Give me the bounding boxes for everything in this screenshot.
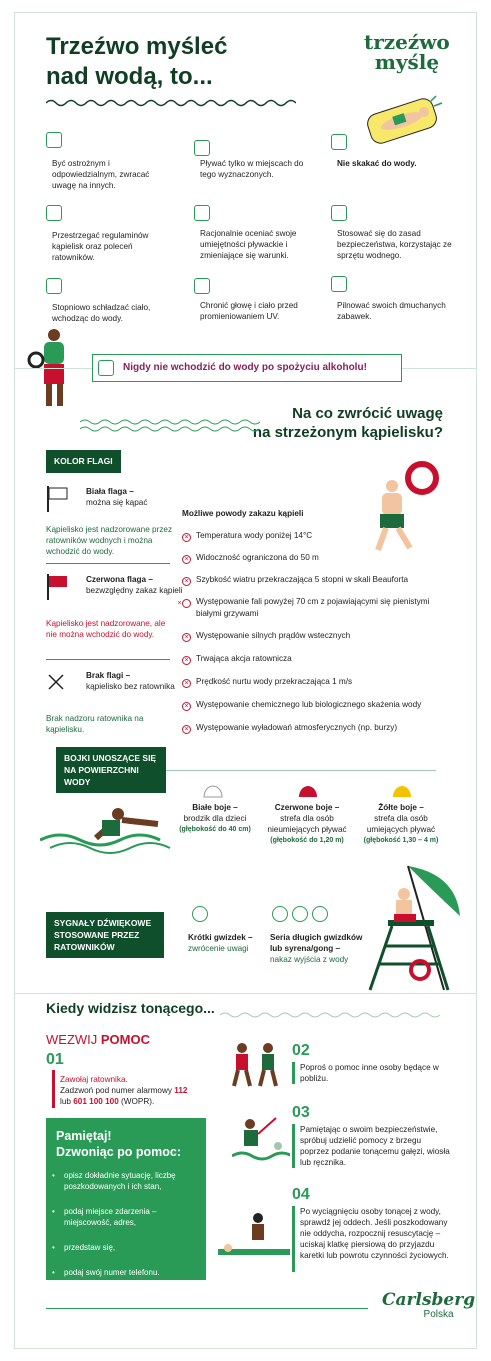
tip-7: Stopniowo schładzać ciało, wchodząc do wody. [52,303,151,323]
yellow-buoy-icon [392,784,412,798]
reason-item: × Trwająca akcja ratownicza [182,653,452,676]
inflatable-icon [331,276,347,292]
no-flag-label: Brak flagi – kąpielisko bez ratownika [86,671,175,691]
alcohol-warning-text: Nigdy nie wchodzić do wody po spożyciu alkoholu! [123,362,367,373]
prohibited-icon: × [182,599,191,608]
reason-item: × Występowanie silnych prądów wstecznych [182,630,452,653]
rescuer-illustration [232,1112,290,1164]
reason-item: × Szybkość wiatru przekraczająca 5 stopni w skali Beauforta [182,574,452,596]
wave-divider [46,98,296,108]
step3-number: 03 [292,1104,310,1121]
remember-item: • podaj miejsce zdarzenia – miejscowość, adres, [46,1206,198,1228]
white-buoy-icon [203,784,223,798]
whistle-icon [312,906,328,922]
cap-icon [194,278,210,294]
whistle-icon [192,906,208,922]
remember-item: • podaj swój numer telefonu. [46,1267,198,1278]
reason-item: × Widoczność ograniczona do 50 m [182,552,452,574]
red-buoy-text: Czerwone boje – strefa dla osób nieumiejących pływać (głębokość do 1,20 m) [267,803,347,844]
step3-bar [292,1124,295,1168]
drowning-title: Kiedy widzisz tonącego... [46,1000,215,1016]
reason-item: × Występowanie chemicznego lub biologicznego skażenia wody [182,699,452,722]
step1-number: 01 [46,1051,64,1068]
no-jump-icon [331,134,347,150]
red-flag-label: Czerwona flaga – bezwzględny zakaz kąpieli [86,575,183,595]
rules-icon [46,205,62,221]
prohibited-icon: × [182,702,191,711]
helpers-illustration [226,1040,286,1088]
step2-text: Poproś o pomoc inne osoby będące w pobliżu. [300,1063,439,1083]
tip-5: Racjonalnie oceniać swoje umiejętności pływackie i zmieniające się warunki. [200,229,297,260]
call-for-help: WEZWIJ POMOC [46,1032,151,1047]
prohibited-icon: × [182,679,191,688]
red-flag-icon [46,574,70,600]
reasons-title: Możliwe powody zakazu kąpieli [182,509,304,518]
tip-1: Być ostrożnym i odpowiedzialnym, zwracać uwagę na innych. [52,159,150,190]
alcohol-warning-box [92,354,402,382]
remember-item: • przedstaw się, [46,1242,198,1253]
prohibited-icon: × [182,656,191,665]
reason-item: × Prędkość nurtu wody przekraczająca 1 m/s [182,676,452,699]
sunbather-illustration [362,94,446,150]
white-buoy-text: Białe boje – brodzik dla dzieci (głębokość do 40 cm) [179,803,251,833]
reason-item: × Temperatura wody poniżej 14°C [182,530,452,552]
flags-tag: KOLOR FLAGI [46,450,121,473]
long-whistle-text: Seria długich gwizdków lub syrena/gong – nakaz wyjścia z wody [270,933,363,964]
no-flag-desc: Brak nadzoru ratownika na kąpielisku. [46,714,144,734]
step1-bar [52,1070,55,1108]
step4-bar [292,1206,295,1272]
yellow-buoy-text: Żółte boje – strefa dla osób umiejących pływać (głębokość 1,30 – 4 m) [363,803,439,844]
red-flag-desc: Kąpielisko jest nadzorowane, ale nie można wchodzić do wody. [46,619,166,639]
trzezwo-logo: trzeźwo myślę [364,30,450,74]
remember-item: • opisz dokładnie sytuację, liczbę poszkodowanych i ich stan, [46,1170,198,1192]
tip-3: Nie skakać do wody. [337,159,417,168]
cpr-illustration [218,1210,292,1258]
prohibited-icon: × [182,555,191,564]
short-whistle-text: Krótki gwizdek – zwrócenie uwagi [188,933,253,953]
reasons-list [177,530,452,744]
prohibited-icon: × [182,633,191,642]
red-buoy-icon [298,784,318,798]
no-flag-icon [48,674,64,690]
prohibited-icon: × [182,725,191,734]
whistle-icon [292,906,308,922]
white-flag-desc: Kąpielisko jest nadzorowane przez ratowników wodnych i można wchodzić do wody. [46,525,173,556]
lifeguard-tower-illustration [348,864,463,994]
whistle-icon [272,906,288,922]
step1-text: Zawołaj ratownika. Zadzwoń pod numer alarmowy 112 lub 601 100 100 (WOPR). [60,1075,188,1106]
swimmer-icon [194,205,210,221]
remember-list [46,1170,206,1278]
no-alcohol-icon [98,360,114,376]
step3-text: Pamiętając o swoim bezpieczeństwie, spróbuj udzielić pomocy z brzegu poprzez podanie tonącemu gałęzi, wiosła lub ręcznika. [300,1125,450,1167]
prohibited-icon: × [182,577,191,586]
step2-bar [292,1062,295,1084]
wave-divider-2 [80,418,260,434]
thermometer-icon [46,278,62,294]
reason-item: × Występowanie wyładowań atmosferycznych (np. burzy) [182,722,452,744]
swimmer-illustration [40,800,180,856]
hand-icon [46,132,62,148]
remember-box: Pamiętaj! Dzwoniąc po pomoc: • opisz dokładnie sytuację, liczbę poszkodowanych i ich stan, • podaj miejsce zdarzenia – miejscowość, adres, • przedstaw się, • podaj swój numer telefonu. [46,1118,206,1280]
buoys-tag: BOJKI UNOSZĄCE SIĘ NA POWIERZCHNI WODY [56,747,166,793]
tip-8: Chronić głowę i ciało przed promieniowaniem UV. [200,301,298,321]
prohibited-icon: × [182,533,191,542]
kayak-icon [331,205,347,221]
step4-number: 04 [292,1186,310,1203]
white-flag-icon [46,486,70,512]
sign-icon [194,140,210,156]
wave-divider-3 [220,1010,440,1020]
tip-6: Stosować się do zasad bezpieczeństwa, korzystając ze sprzętu wodnego. [337,229,452,260]
reason-item: × Występowanie fali powyżej 70 cm z pojawiającymi się pienistymi białymi grzywami [177,597,430,618]
white-flag-label: Biała flaga – można się kąpać [86,487,148,507]
step2-number: 02 [292,1042,310,1059]
signals-tag: SYGNAŁY DŹWIĘKOWE STOSOWANE PRZEZ RATOWNIKÓW [46,912,164,958]
page-title: Trzeźwo myśleć nad wodą, to... [46,33,228,90]
tip-4: Przestrzegać regulaminów kąpielisk oraz poleceń ratowników. [52,231,149,262]
step4-text: Po wyciągnięciu osoby tonącej z wody, sprawdź jej oddech. Jeśli poszkodowany nie oddycha, rozpocznij resuscytację – uciskaj klatkę piersiową do przyjazdu karetki lub powrotu czynności życiowych. [300,1207,449,1260]
tip-2: Pływać tylko w miejscach do tego wyznaczonych. [200,159,304,179]
tip-9: Pilnować swoich dmuchanych zabawek. [337,301,446,321]
carlsberg-logo: Carlsberg Polska [382,1290,476,1320]
section2-title: Na co zwrócić uwagę na strzeżonym kąpielisku? [252,405,443,441]
